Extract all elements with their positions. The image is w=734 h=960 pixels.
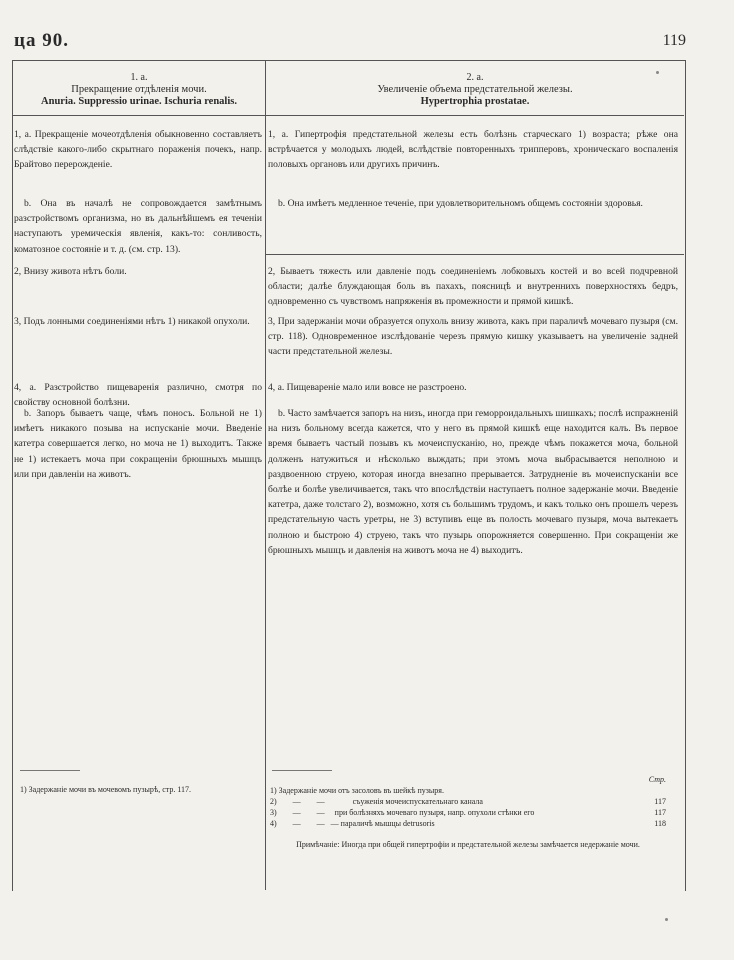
ink-speck [665, 918, 668, 921]
left-cell-2: 2, Внизу живота нѣтъ боли. [14, 266, 127, 277]
left-column-heading [14, 72, 264, 108]
left-cell-1a: 1, а. Прекращенiе мочеотдѣленiя обыкновенно составляетъ слѣдствiе какого-либо скрытнаго пораженiя почекъ, напр. Брайтово перерожденiе. [14, 129, 262, 171]
footnote-item-text: 3) — — при болѣзняхъ мочеваго пузыря, напр. опухоли стѣнки его [270, 808, 535, 817]
left-cell-4a: 4, а. Разстройство пищеваренiя различно, смотря по свойству основной болѣзни. [14, 382, 262, 409]
right-column-latin: Hypertrophia prostatae. [420, 96, 530, 107]
footnote-item-page [644, 785, 666, 796]
right-cell-1b: b. Она имѣетъ медленное теченiе, при удовлетворительномъ общемъ состоянiи здоровья. [278, 198, 643, 209]
left-cell-3: 3, Подъ лонными соединенiями нѣтъ 1) никакой опухоли. [14, 316, 250, 327]
footnote-item [270, 796, 666, 807]
right-column-title: Увеличенiе объема предстательной железы. [377, 84, 573, 95]
right-footnote-rule [272, 770, 332, 771]
footnote-item-text: 4) — — — параличѣ мышцы detrusoris [270, 819, 435, 828]
right-footnotes [270, 774, 666, 850]
left-column-title: Прекращение отдѣленiя мочи. [71, 84, 207, 95]
left-column-latin: Anuria. Suppressio urinae. Ischuria renalis. [41, 96, 237, 107]
footnote-item-page: 117 [654, 808, 666, 817]
column-divider [265, 60, 266, 890]
right-cell-2: 2, Бываетъ тяжесть или давленiе подъ соединенiемъ лобковыхъ костей и во всей подчревной области; далѣе блуждающая боль въ пахахъ, поясницѣ и внутреннихъ поверхностяхъ бедръ, одновременно съ чувствомъ напряженiя въ промежности и прямой кишкѣ. [268, 266, 678, 308]
footnote-page-column-label: Стр. [648, 775, 666, 784]
footnote-item-page: 117 [654, 797, 666, 806]
right-cell-1a: 1, а. Гипертрофiя предстательной железы есть болѣзнь старческаго 1) возраста; рѣже она встрѣчается у молодыхъ людей, вслѣдствiе повторенныхъ трипперовъ, хроническаго воспаленiя половыхъ органовъ или другихъ причинъ. [268, 129, 678, 171]
footnote-item [270, 785, 666, 796]
footnote-item-text: 2) — — съуженiя мочеиспускательнаго канала [270, 797, 483, 806]
left-cell-4b: b. Запоръ бываетъ чаще, чѣмъ поносъ. Больной не 1) имѣетъ никакого позыва на испусканiе мочи. Введенiе катетра совершается легко, но моча не 1) выходитъ. Также не 1) истекаетъ моча при сокращенiи брюшныхъ мышцъ или при давленiи на животъ. [14, 408, 262, 480]
page-header-left: ца 90. [14, 30, 69, 51]
footnote-item-text: 1) Задержанiе мочи отъ засоловъ въ шейкѣ пузыря. [270, 786, 444, 795]
right-column-heading [268, 72, 682, 108]
header-rule [12, 115, 684, 116]
right-cell-3: 3, При задержанiи мочи образуется опухоль внизу живота, какъ при параличѣ мочеваго пузыря (см. стр. 118). Одновременное изслѣдованiе черезъ прямую кишку указываетъ на увеличенiе задней части предстательной железы. [268, 316, 678, 358]
left-column-number: 1. а. [130, 72, 148, 83]
footnote-item [270, 807, 666, 818]
footnote-item [270, 818, 666, 829]
footnote-item-page: 118 [654, 819, 666, 828]
left-footnote: 1) Задержанiе мочи въ мочевомъ пузырѣ, стр. 117. [20, 785, 192, 794]
row-rule [265, 254, 684, 255]
ink-speck [656, 71, 659, 74]
right-cell-4b: b. Часто замѣчается запоръ на низъ, иногда при геморроидальныхъ шишкахъ; послѣ испражненiй на низъ больному всегда кажется, что у него въ прямой кишкѣ еще находится калъ. Въ первое время бываетъ частый позывъ къ мочеиспусканiю, но, прежде чѣмъ покажется моча, больной долженъ натужиться и нѣсколько выждать; при этомъ моча выбрасывается неполною и раздвоенною струею, которая иногда внезапно прерывается. Затрудненiе въ мочеиспусканiи все болѣе и болѣе увеличивается, такъ что впослѣдствiи наступаетъ полное задержанiе мочи. Введенiе катетра, даже толстаго 2), возможно, хотя съ большимъ трудомъ, и какъ только онъ прошелъ черезъ предстательную часть уретры, не 3) вступивъ еще въ полость мочеваго пузыря, моча вытекаетъ полною и быстрою 4) струею, такъ что пузырь опорожняется совершенно. При сокращенiи же брюшныхъ мышцъ и давленiя на животъ моча не 4) выходитъ. [268, 408, 678, 556]
left-footnote-rule [20, 770, 80, 771]
footnote-note: Примѣчанiе: Иногда при общей гипертрофiи и предстательной железы замѣчается недержанiе мочи. [296, 840, 640, 849]
right-column-number: 2. а. [466, 72, 484, 83]
page-number: 119 [662, 32, 686, 49]
left-cell-1b: b. Она въ началѣ не сопровождается замѣтнымъ разстройствомъ организма, но въ дальнѣйшемъ ея теченiи наступаютъ уремическiя явленiя, какъ-то: сонливость, коматозное состоянiе и т. д. (см. стр. 13). [14, 198, 262, 255]
right-cell-4a: 4, а. Пищеваренiе мало или вовсе не разстроено. [268, 382, 467, 393]
